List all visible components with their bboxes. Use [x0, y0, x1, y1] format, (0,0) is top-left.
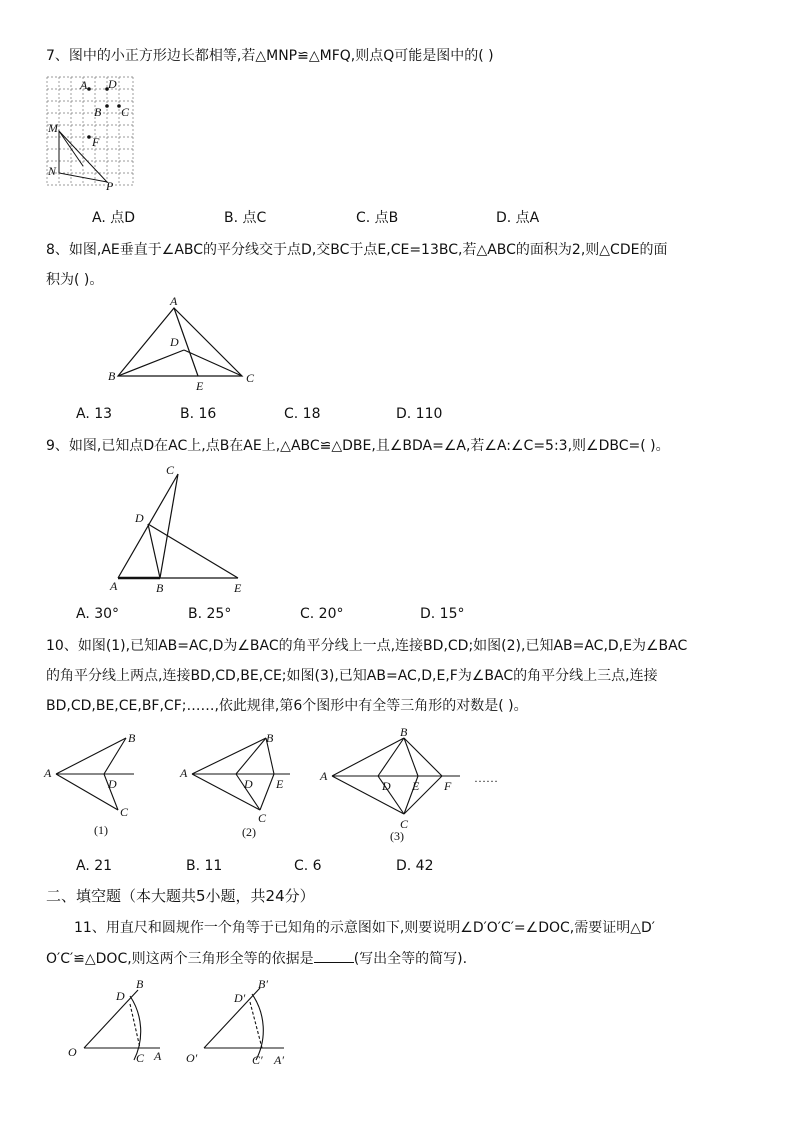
q8-option-a[interactable]: A. 13 [76, 406, 113, 422]
label-o: O [68, 1045, 77, 1059]
label-b: B [94, 105, 102, 119]
label-d-prime: D′ [234, 991, 246, 1005]
q9-option-c[interactable]: C. 20° [300, 606, 344, 622]
label-a: A [44, 766, 52, 780]
label-c: C [120, 805, 129, 819]
q9-option-b[interactable]: B. 25° [188, 606, 232, 622]
label-o-prime: O′ [186, 1051, 198, 1065]
q10-figure-1 [44, 730, 154, 840]
ellipsis: …… [474, 771, 498, 785]
q7-option-c[interactable]: C. 点B [356, 210, 399, 226]
label-b: B [108, 369, 116, 383]
q8-option-b[interactable]: B. 16 [180, 406, 217, 422]
label-c: C [136, 1051, 145, 1065]
q10-option-c[interactable]: C. 6 [294, 858, 322, 874]
label-d: D [170, 335, 179, 349]
label-c: C [121, 105, 130, 119]
label-a-prime: A′ [274, 1053, 284, 1067]
q10-stem-line1: 10、如图(1),已知AB=AC,D为∠BAC的角平分线上一点,连接BD,CD;如图(2),已知AB=AC,D,E为∠BAC [46, 638, 688, 654]
q10-option-b[interactable]: B. 11 [186, 858, 223, 874]
label-b: B [156, 581, 164, 595]
point-a [87, 87, 91, 91]
q11-stem-line2 [46, 948, 467, 969]
q9-option-d[interactable]: D. 15° [420, 606, 465, 622]
q7-option-d[interactable]: D. 点A [496, 210, 540, 226]
label-c: C [246, 371, 255, 385]
label-d: D [135, 511, 144, 525]
label-a: A [80, 78, 88, 92]
figure-caption: (3) [390, 829, 404, 843]
label-a: A [320, 769, 328, 783]
figure-caption: (1) [94, 823, 108, 837]
label-f: F [92, 135, 100, 149]
label-m: M [48, 121, 58, 135]
label-a: A [180, 766, 188, 780]
answer-blank[interactable] [314, 948, 354, 963]
label-c: C [166, 463, 175, 477]
label-d: D [244, 777, 253, 791]
q11-figure-2 [184, 976, 304, 1068]
q7-option-a[interactable]: A. 点D [92, 210, 136, 226]
point-b [105, 104, 109, 108]
q11-stem-line2-part2: (写出全等的简写). [353, 951, 468, 967]
label-e: E [196, 379, 204, 393]
q7-stem: 7、图中的小正方形边长都相等,若△MNP≌△MFQ,则点Q可能是图中的( ) [46, 48, 494, 64]
label-d: D [108, 77, 117, 91]
label-b: B [128, 731, 136, 745]
label-d: D [108, 777, 117, 791]
label-a: A [170, 294, 178, 308]
label-p: P [106, 179, 114, 193]
label-f: F [444, 779, 452, 793]
q8-stem-line1: 8、如图,AE垂直于∠ABC的平分线交于点D,交BC于点E,CE=13BC,若△ABC的面积为2,则△CDE的面 [46, 242, 668, 258]
q7-option-b[interactable]: B. 点C [224, 210, 267, 226]
section-heading: 二、填空题（本大题共5小题，共24分） [46, 887, 315, 905]
label-n: N [48, 164, 57, 178]
q10-option-a[interactable]: A. 21 [76, 858, 113, 874]
label-a: A [154, 1049, 162, 1063]
label-b: B [400, 725, 408, 739]
label-d: D [116, 989, 125, 1003]
label-b: B [136, 977, 144, 991]
q10-figure-3 [320, 724, 510, 844]
q7-grid-figure [46, 76, 136, 196]
q8-option-d[interactable]: D. 110 [396, 406, 443, 422]
label-c: C [400, 817, 409, 831]
figure-caption: (2) [242, 825, 256, 839]
point-f [87, 135, 91, 139]
q9-figure [100, 460, 260, 596]
label-b-prime: B′ [258, 977, 268, 991]
q8-figure [100, 294, 270, 398]
q10-figure-2 [180, 730, 300, 840]
label-e: E [412, 779, 420, 793]
q10-stem-line2: 的角平分线上两点,连接BD,CD,BE,CE;如图(3),已知AB=AC,D,E,F为∠BAC的角平分线上三点,连接 [46, 668, 658, 684]
label-a: A [110, 579, 118, 593]
q11-stem-line1: 11、用直尺和圆规作一个角等于已知角的示意图如下,则要说明∠D′O′C′=∠DOC,需要证明△D′ [74, 920, 655, 936]
q11-figure-1 [64, 976, 174, 1066]
q11-stem-line2-part1: O′C′≌△DOC,则这两个三角形全等的依据是 [46, 951, 314, 967]
label-c: C [258, 811, 267, 825]
label-e: E [234, 581, 242, 595]
q10-option-d[interactable]: D. 42 [396, 858, 434, 874]
q8-option-c[interactable]: C. 18 [284, 406, 321, 422]
q9-stem: 9、如图,已知点D在AC上,点B在AE上,△ABC≌△DBE,且∠BDA=∠A,若∠A:∠C=5:3,则∠DBC=( )。 [46, 438, 670, 454]
q9-option-a[interactable]: A. 30° [76, 606, 120, 622]
q10-stem-line3: BD,CD,BE,CE,BF,CF;……,依此规律,第6个图形中有全等三角形的对数是( )。 [46, 698, 528, 714]
label-d: D [382, 779, 391, 793]
q8-stem-line2: 积为( )。 [46, 272, 104, 288]
label-e: E [276, 777, 284, 791]
label-b: B [266, 731, 274, 745]
label-c-prime: C′ [252, 1053, 263, 1067]
